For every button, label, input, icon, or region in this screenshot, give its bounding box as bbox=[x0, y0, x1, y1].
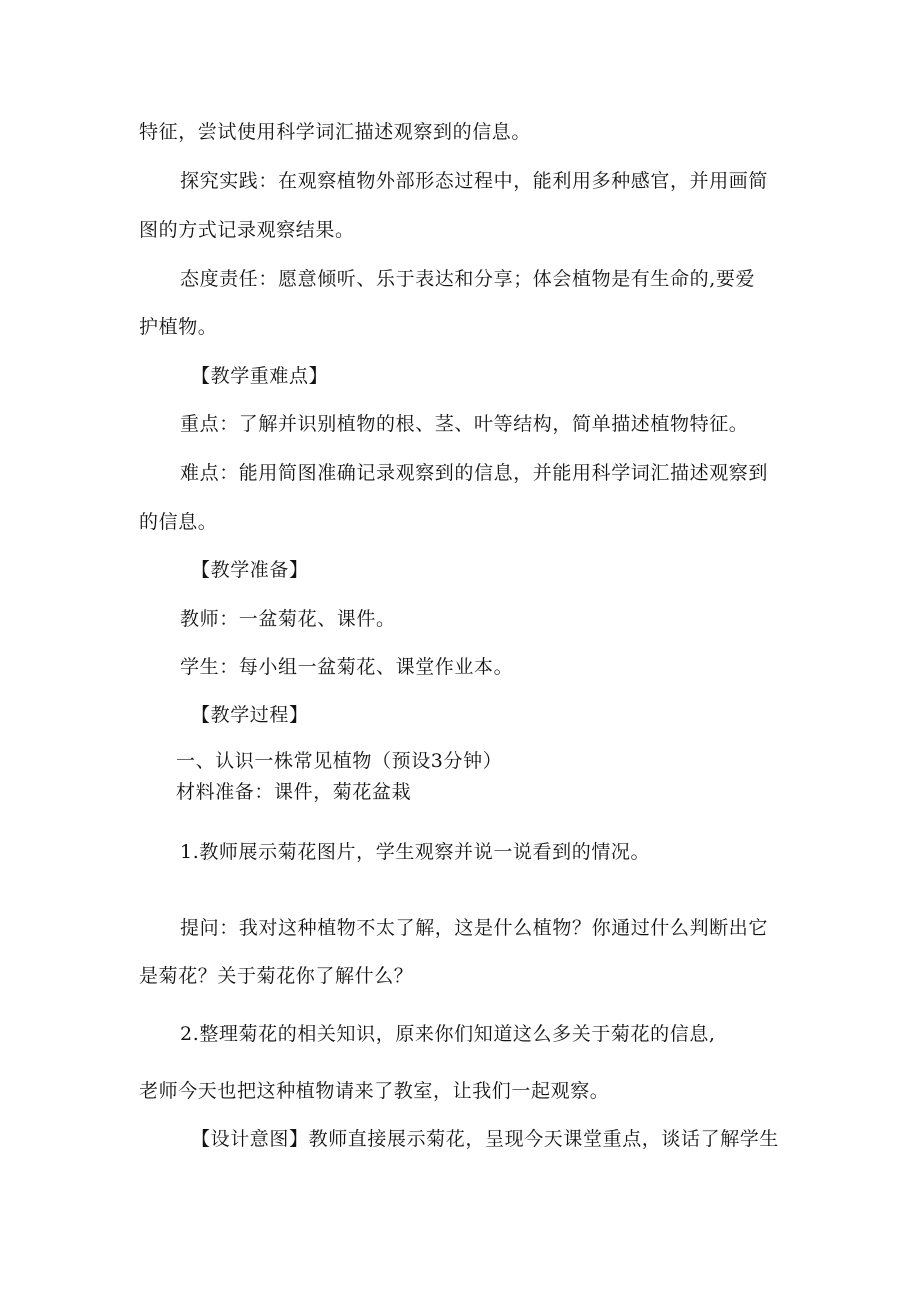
text-line: 1.教师展示菊花图片，学生观察并说一说看到的情况。 bbox=[180, 841, 651, 863]
text-line: 态度责任：愿意倾听、乐于表达和分享；体会植物是有生命的,要爱 bbox=[180, 268, 756, 290]
section-heading: 【教学过程】 bbox=[191, 704, 309, 726]
text-line: 2.整理菊花的相关知识，原来你们知道这么多关于菊花的信息, bbox=[180, 1023, 716, 1045]
section-heading: 【教学准备】 bbox=[191, 559, 309, 581]
text-line: 重点：了解并识别植物的根、茎、叶等结构，简单描述植物特征。 bbox=[180, 413, 749, 435]
text-line: 材料准备：课件，菊花盆栽 bbox=[176, 781, 412, 803]
text-line: 老师今天也把这种植物请来了教室，让我们一起观察。 bbox=[139, 1080, 610, 1102]
text-line: 护植物。 bbox=[139, 316, 218, 338]
text-line: 探究实践：在观察植物外部形态过程中，能利用多种感官，并用画简 bbox=[180, 170, 769, 192]
text-line: 难点：能用简图准确记录观察到的信息，并能用科学词汇描述观察到 bbox=[180, 462, 769, 484]
text-line: 图的方式记录观察结果。 bbox=[139, 219, 355, 241]
text-line: 提问：我对这种植物不太了解，这是什么植物？你通过什么判断出它 bbox=[180, 917, 769, 939]
text-line: 【设计意图】教师直接展示菊花，呈现今天课堂重点，谈话了解学生 bbox=[191, 1128, 780, 1150]
text-line: 一、认识一株常见植物（预设3分钟） bbox=[176, 750, 503, 772]
text-line: 特征，尝试使用科学词汇描述观察到的信息。 bbox=[139, 121, 532, 143]
text-line: 是菊花？关于菊花你了解什么？ bbox=[139, 965, 414, 987]
text-line: 的信息。 bbox=[139, 511, 218, 533]
text-line: 学生：每小组一盆菊花、课堂作业本。 bbox=[180, 656, 514, 678]
text-line: 教师：一盆菊花、课件。 bbox=[180, 608, 396, 630]
section-heading: 【教学重难点】 bbox=[191, 365, 329, 387]
